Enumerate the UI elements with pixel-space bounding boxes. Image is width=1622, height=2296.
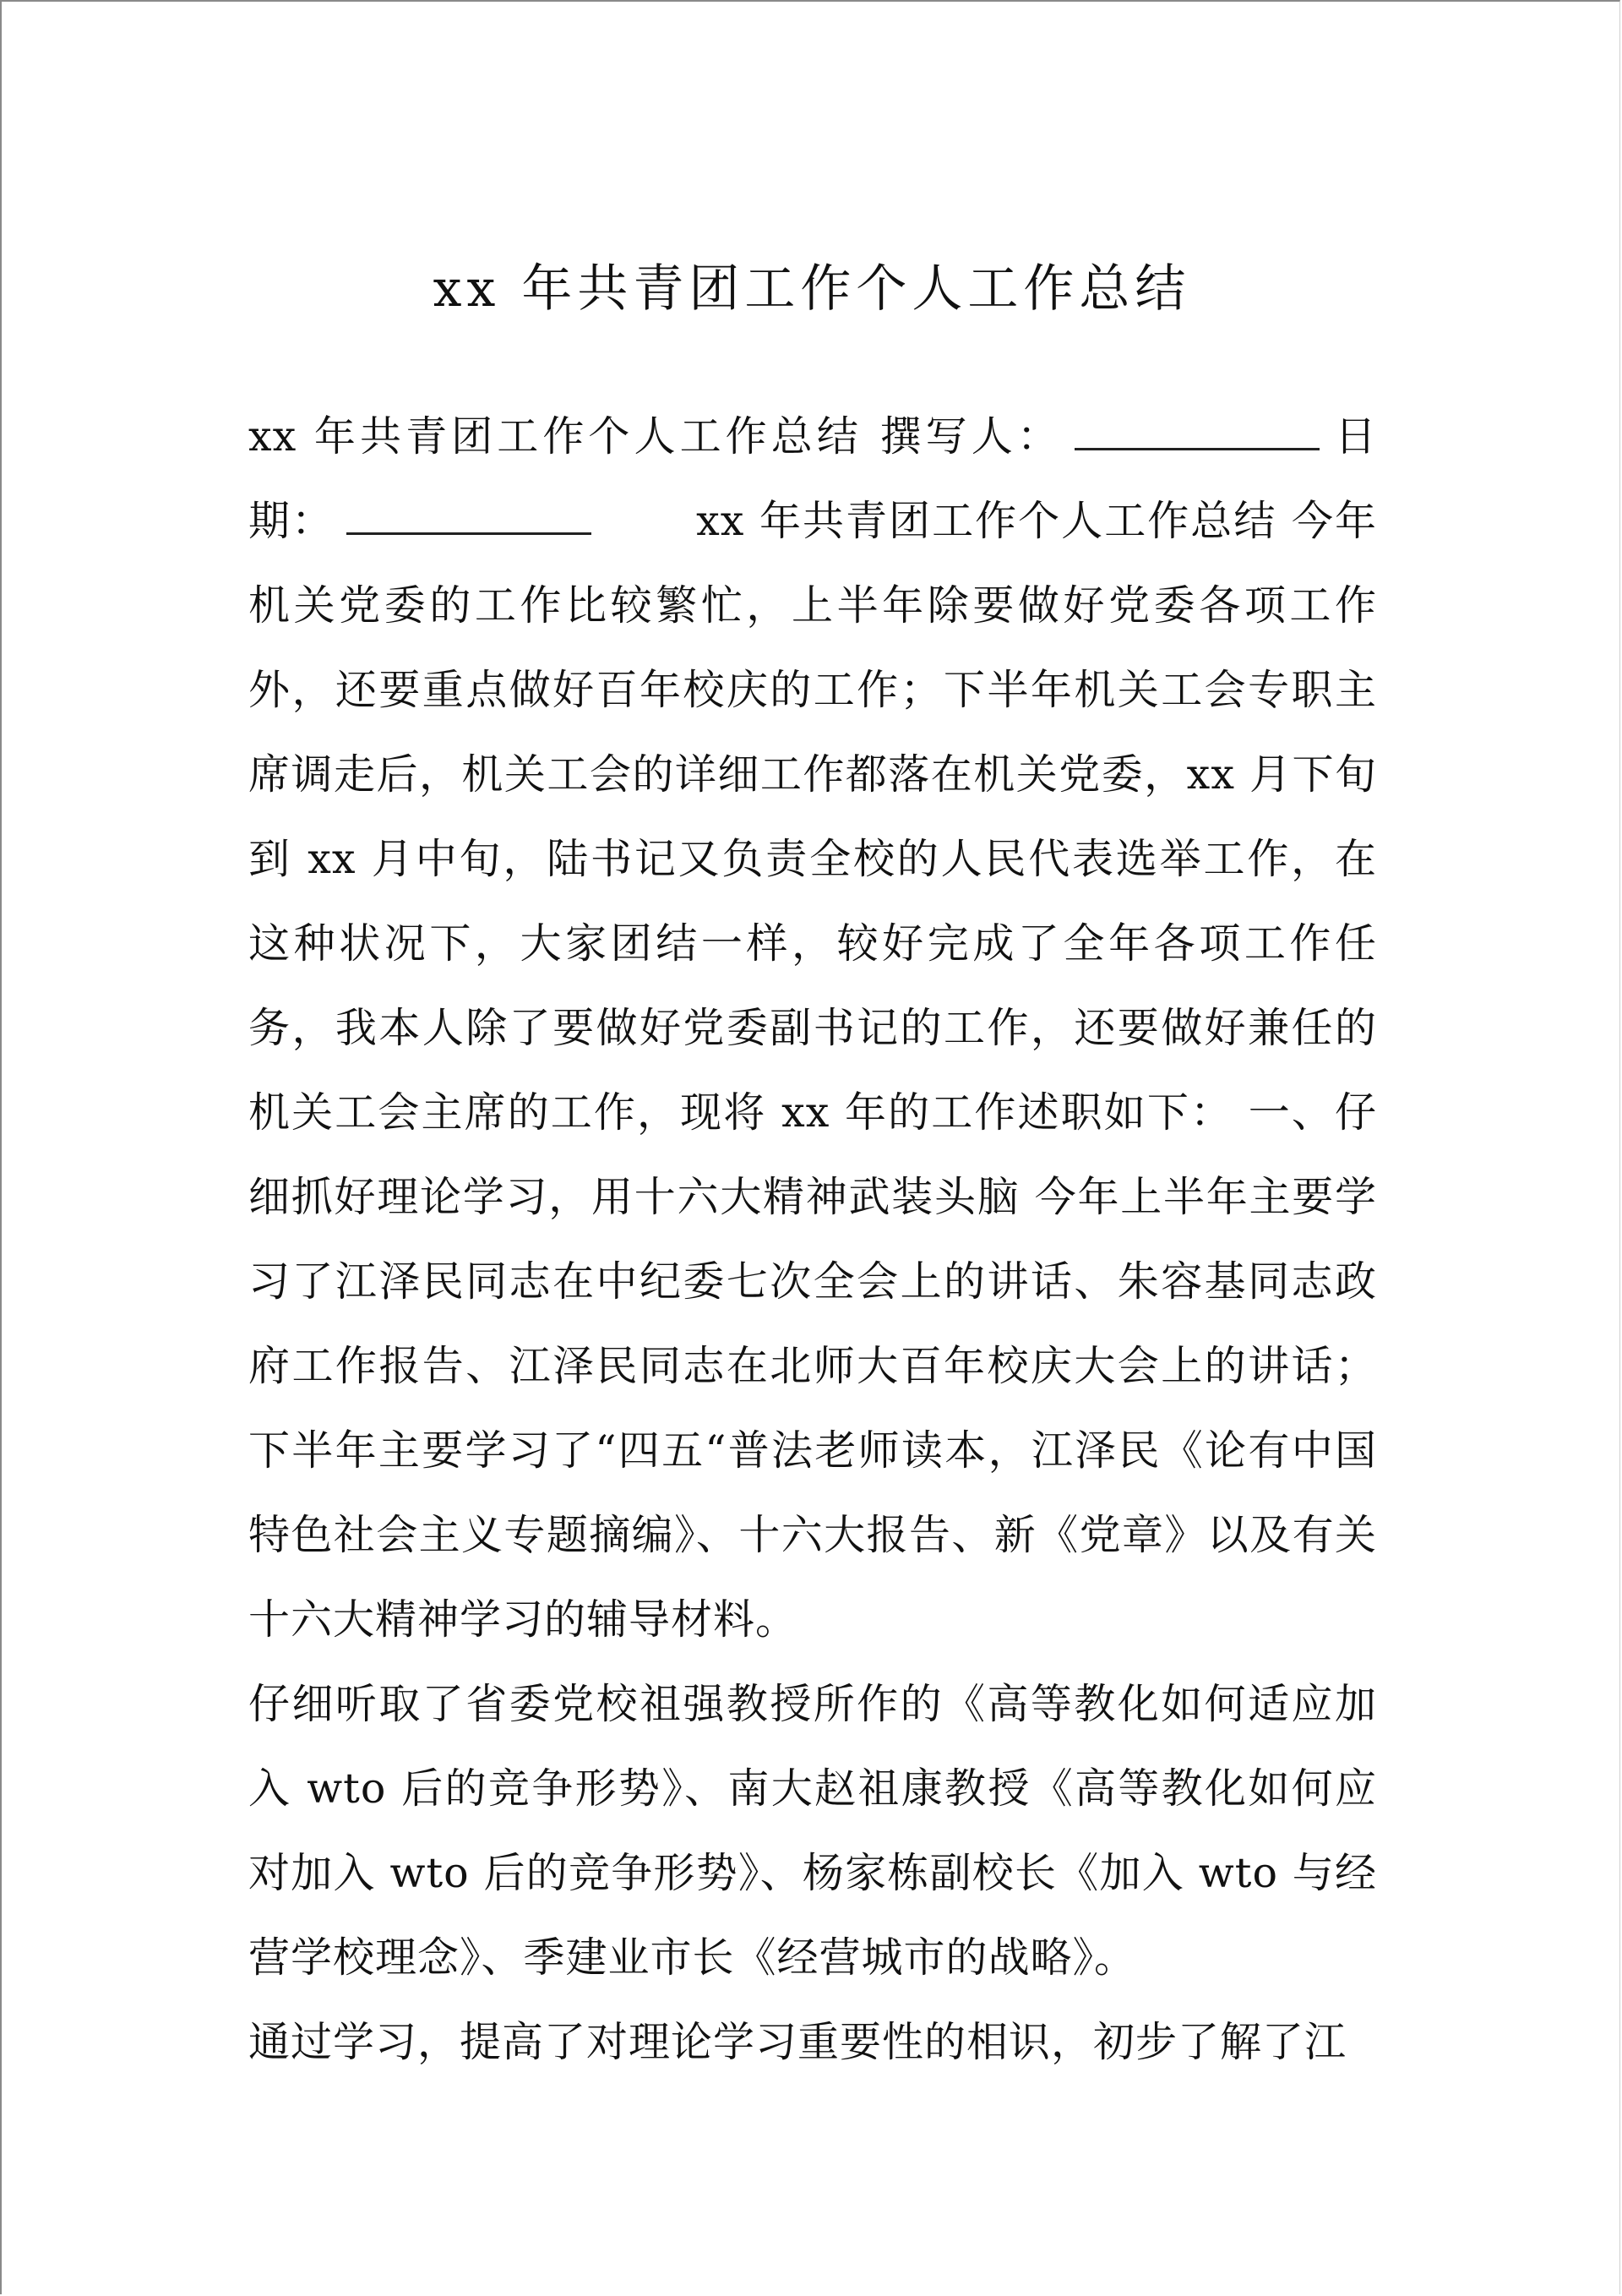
document-title: xx 年共青团工作个人工作总结 xyxy=(433,259,1191,319)
paragraph-learning: 通过学习，提高了对理论学习重要性的相识，初步了解了江 xyxy=(248,2018,1347,2066)
intro-text: xx 年共青团工作个人工作总结 今年机关党委的工作比较繁忙，上半年除要做好党委各项工作外，还要重点做好百年校庆的工作；下半年机关工会专职主席调走后，机关工会的详细工作都落在机关党委，xx 月下旬到 xx 月中旬，陆书记又负责全校的人民代表选举工作，在这种状况下，大家团结一样，较好完成了全年各项工作任务，我本人除了要做好党委副书记的工作，还要做好兼任的机关工会主席的工作，现将 xx 年的工作述职如下： 一、仔细抓好理论学习，用十六大精神武装头脑 今年上半年主要学习了江泽民同志在中纪委七次全会上的讲话、朱容基同志政府工作报告、江泽民同志在北师大百年校庆大会上的讲话；下半年主要学习了“四五“普法老师读本，江泽民《论有中国特色社会主义专题摘编》、十六大报告、新《党章》以及有关十六大精神学习的辅导材料。 xyxy=(248,497,1377,1644)
paragraph-lectures: 仔细听取了省委党校祖强教授所作的《高等教化如何适应加入 wto 后的竞争形势》、南大赵祖康教授《高等教化如何应对加入 wto 后的竞争形势》、杨家栋副校长《加入 wto 与经营学校理念》、季建业市长《经营城市的战略》。 xyxy=(248,1680,1377,1982)
author-blank xyxy=(1075,414,1320,450)
intro-prefix: xx 年共青团工作个人工作总结 撰写人： xyxy=(248,412,1063,461)
date-label: 日期： xyxy=(248,412,1377,545)
document-body xyxy=(248,395,1377,2085)
intro-paragraph xyxy=(248,395,1377,1662)
date-blank xyxy=(346,499,591,535)
